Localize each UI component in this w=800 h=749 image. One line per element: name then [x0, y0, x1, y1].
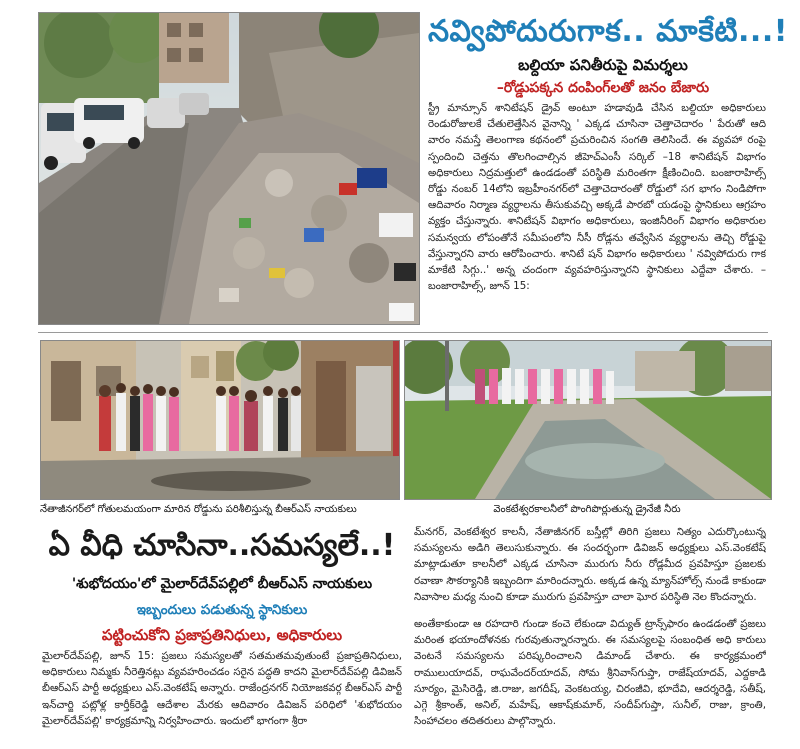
drainage-overflow-photo: [404, 340, 772, 500]
story2-headline: ఏ వీధి చూసినా..సమస్యలే..!: [48, 528, 396, 563]
story1-body: స్ట్రీ మాన్సూన్ శానిటేషన్ డ్రైవ్ అంటూ హడావుడి చేసిన బల్దియా అధికారులు రెండురోజులకే చేతులెత్తేసిన వైనాన్ని ' ఎక్కడ చూసినా చెత్తాచెదారం ' పేరుతో ఆది వారం నమస్తే తెలంగాణ కథనంలో ప్రచురించిన సంగతి తెలిసిందే. ఈ వ్యవహా రంపై స్పందించి చెత్తను తొలగించాల్సిన జీహెచ్ఎంసీ సర్కిల్ –18 శానిటేషన్ విభాగం అధికారులు నిద్రమత్తులో ఉండడంతో పరిస్థితి మరింతగా క్షీణించింది. బంజారాహిల్స్ రోడ్డు నంబర్ 14లోని ఇబ్రహీంనగర్‌లో చెత్తాచెదారంతో రోడ్డులో సగ భాగం నిండిపోగా ఆదివారం నిర్మాణ వ్యర్థాలను తీసుకువచ్చి అక్కడే పారబో యడంపై స్థానికులు ఆగ్రహం వ్యక్తం చేస్తున్నారు. శానిటేషన్ విభాగం అధికారులు, ఇంజినీరింగ్ విభాగం అధికారుల సమన్వయ లోపంతోనే సమీపంలోని నీసీ రోడ్లను తవ్వేసిన వ్యర్థాలను తెచ్చి రోడ్డుపై వేస్తున్నారని వారు ఆరోపించారు. శానిటే షన్ విభాగం అధికారులు ' నవ్విపోదురు గాక మాకేటి సిగ్గు..' అన్న చందంగా వ్యవహరిస్తున్నారని స్థానికులు ఎద్దేవా చేశారు. – బంజారాహిల్స్, జూన్ 15:: [428, 102, 766, 293]
story1-subhead: బల్దియా పనితీరుపై విమర్శలు: [518, 56, 688, 74]
divider-line: [38, 332, 768, 333]
story1-headline: నవ్విపోదురుగాక.. మాకేటి...!: [428, 14, 788, 49]
story1-kicker: –రోడ్డుపక్కన దంపింగ్‌లతో జనం బేజారు: [496, 80, 710, 96]
story2-body-right-2: అంతేకాకుండా ఆ రహదారి గుండా కంచె లేకుండా విద్యుత్ ట్రాన్స్‌ఫారం ఉండడంతో ప్రజలు మరింత భయాందోళనకు గురవుతున్నారన్నారు. ఈ సమస్యలపై సంబంధిత అధి కారులు వెంటనే సమస్యలను పరిష్కరించాలని డిమాండ్ చేశారు. ఈ కార్యక్రమంలో రాములుయాదవ్, రాఘవేందర్‌యాదవ్, సోమ శ్రీనివాస్‌గుప్తా, రాజేష్‌యాదవ్, ఎద్దకాడి సూర్యం, మైసిరెడ్డి, జి.రాజు, జగదీష్, వెంకటయ్య, చిరంజీవి, భూదేవి, ఆదర్శరెడ్డి, సతీష్, ఎగ్గె శ్రీకాంత్, అనిల్, మహేష్, ఆకాష్‌కుమార్, సందీప్‌గుప్తా, సునీల్, రాజు, క్రాంతి, సింహాచలం తదితరులు పాల్గొన్నారు.: [414, 618, 766, 728]
garbage-photo: [38, 12, 420, 325]
leaders-inspection-photo: [40, 340, 400, 500]
left-photo-caption: నేతాజీనగర్‌లో గోతులమయంగా మారిన రోడ్డును పరిశీలిస్తున్న బీఆర్ఎస్ నాయకులు: [40, 504, 357, 515]
story2-subhead2: ఇబ్బందులు పడుతున్న స్థానికులు: [136, 602, 308, 618]
story2-body-right-1: మ్‌నగర్, వెంకటేశ్వర కాలనీ, నేతాజీనగర్ బస్తీల్లో తిరిగి ప్రజలు నిత్యం ఎదుర్కొంటున్న సమస్యలను అడిగి తెలుసుకున్నారు. ఈ సందర్భంగా డివిజన్ అధ్యక్షులు ఎస్.వెంకటేష్ మాట్లాడుతూ కాలనీలో ఎక్కడ చూసినా మురుగు నీరు రోడ్లమీద ప్రవహిస్తూ ప్రజలకు రవాణా సౌకర్యానికి ఇబ్బందిగా మారిందన్నారు. అక్కడ ఉన్న మ్యాన్‌హోల్స్ నుండే కాకుండా నివాసాల మధ్య నుంచి కూడా మురుగు ప్రవహిస్తూ చాలా ఘోర పరిస్థితి నెల కొందన్నారు.: [414, 526, 766, 603]
story2-body-left: మైలార్‌దేవ్‌పల్లి, జూన్ 15: ప్రజలు సమస్యలతో సతమతమవుతుంటే ప్రజాప్రతినిధులు, అధికారులు నిమ్మకు నీరెత్తినట్లు వ్యవహరించడం సరైన పద్ధతి కాదని మైలార్‌దేవ్‌పల్లి డివిజన్ బీఆర్ఎస్ పార్టీ అధ్యక్షులు ఎస్.వెంకటేష్ అన్నారు. రాజేంద్రనగర్ నియోజకవర్గ బీఆర్ఎస్ పార్టీ ఇన్‌చార్జి పట్లోళ్ల కార్తీక్‌రెడ్డి ఆదేశాల మేరకు ఆదివారం డివిజన్ పరిధిలో 'శుభోదయం మైలార్‌దేవ్‌పల్లి' కార్యక్రమాన్ని నిర్వహించారు. ఇందులో భాగంగా శ్రీరా: [42, 650, 402, 727]
story2-subhead: 'శుభోదయం'లో మైలార్‌దేవ్‌పల్లిలో బీఆర్ఎస్ నాయకులు: [71, 576, 373, 592]
story2-subhead3: పట్టించుకోని ప్రజాప్రతినిధులు, అధికారులు: [101, 626, 343, 644]
right-photo-caption: వెంకటేశ్వరకాలనీలో పొంగిపొర్లుతున్న డ్రైనేజీ నీరు: [493, 504, 681, 515]
